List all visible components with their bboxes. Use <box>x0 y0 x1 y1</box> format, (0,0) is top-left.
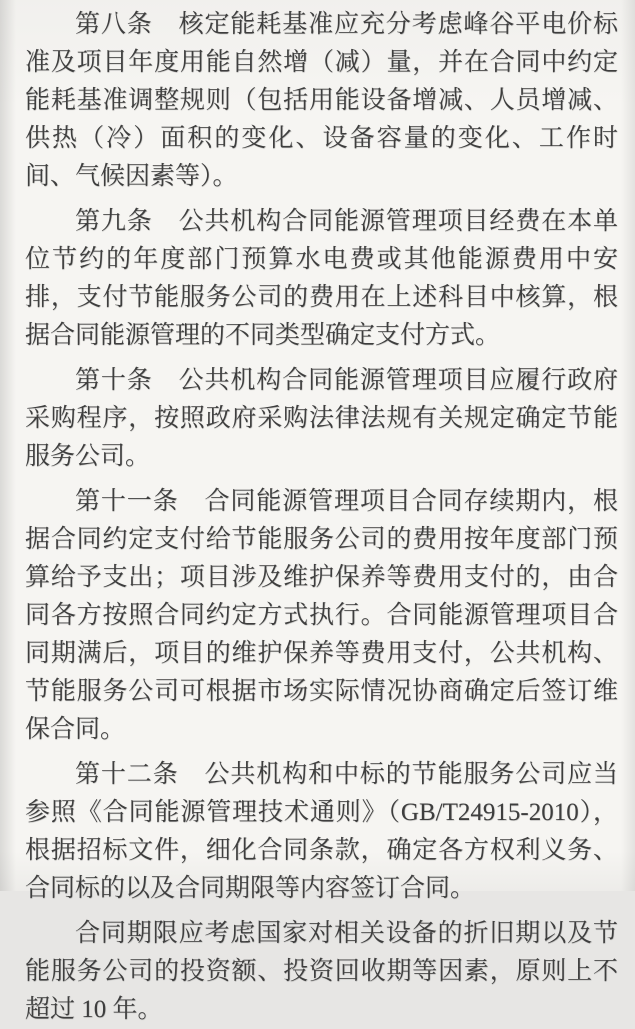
paragraph-contract-term: 合同期限应考虑国家对相关设备的折旧期以及节能服务公司的投资额、投资回收期等因素，原则上不超过 10 年。 <box>25 920 618 1023</box>
paragraph-article-8: 第八条 核定能耗基准应充分考虑峰谷平电价标准及项目年度用能自然增（减）量，并在合同中约定能耗基准调整规则（包括用能设备增减、人员增减、供热（冷）面积的变化、设备容量的变化、工作时间、气候因素等）。 <box>25 11 618 190</box>
paragraph-article-12: 第十二条 公共机构和中标的节能服务公司应当参照《合同能源管理技术通则》（GB/T24915-2010），根据招标文件，细化合同条款，确定各方权利义务、合同标的以及合同期限等内容签订合同。 <box>25 761 618 902</box>
document-text-block <box>25 6 618 1029</box>
paragraph-article-11: 第十一条 合同能源管理项目合同存续期内，根据合同约定支付给节能服务公司的费用按年度部门预算给予支出；项目涉及维护保养等费用支付的，由合同各方按照合同约定方式执行。合同能源管理项目合同期满后，项目的维护保养等费用支付，公共机构、节能服务公司可根据市场实际情况协商确定后签订维保合同。 <box>25 488 618 743</box>
paragraph-article-10: 第十条 公共机构合同能源管理项目应履行政府采购程序，按照政府采购法律法规有关规定确定节能服务公司。 <box>25 367 618 470</box>
paragraph-article-9: 第九条 公共机构合同能源管理项目经费在本单位节约的年度部门预算水电费或其他能源费用中安排，支付节能服务公司的费用在上述科目中核算，根据合同能源管理的不同类型确定支付方式。 <box>25 208 618 349</box>
